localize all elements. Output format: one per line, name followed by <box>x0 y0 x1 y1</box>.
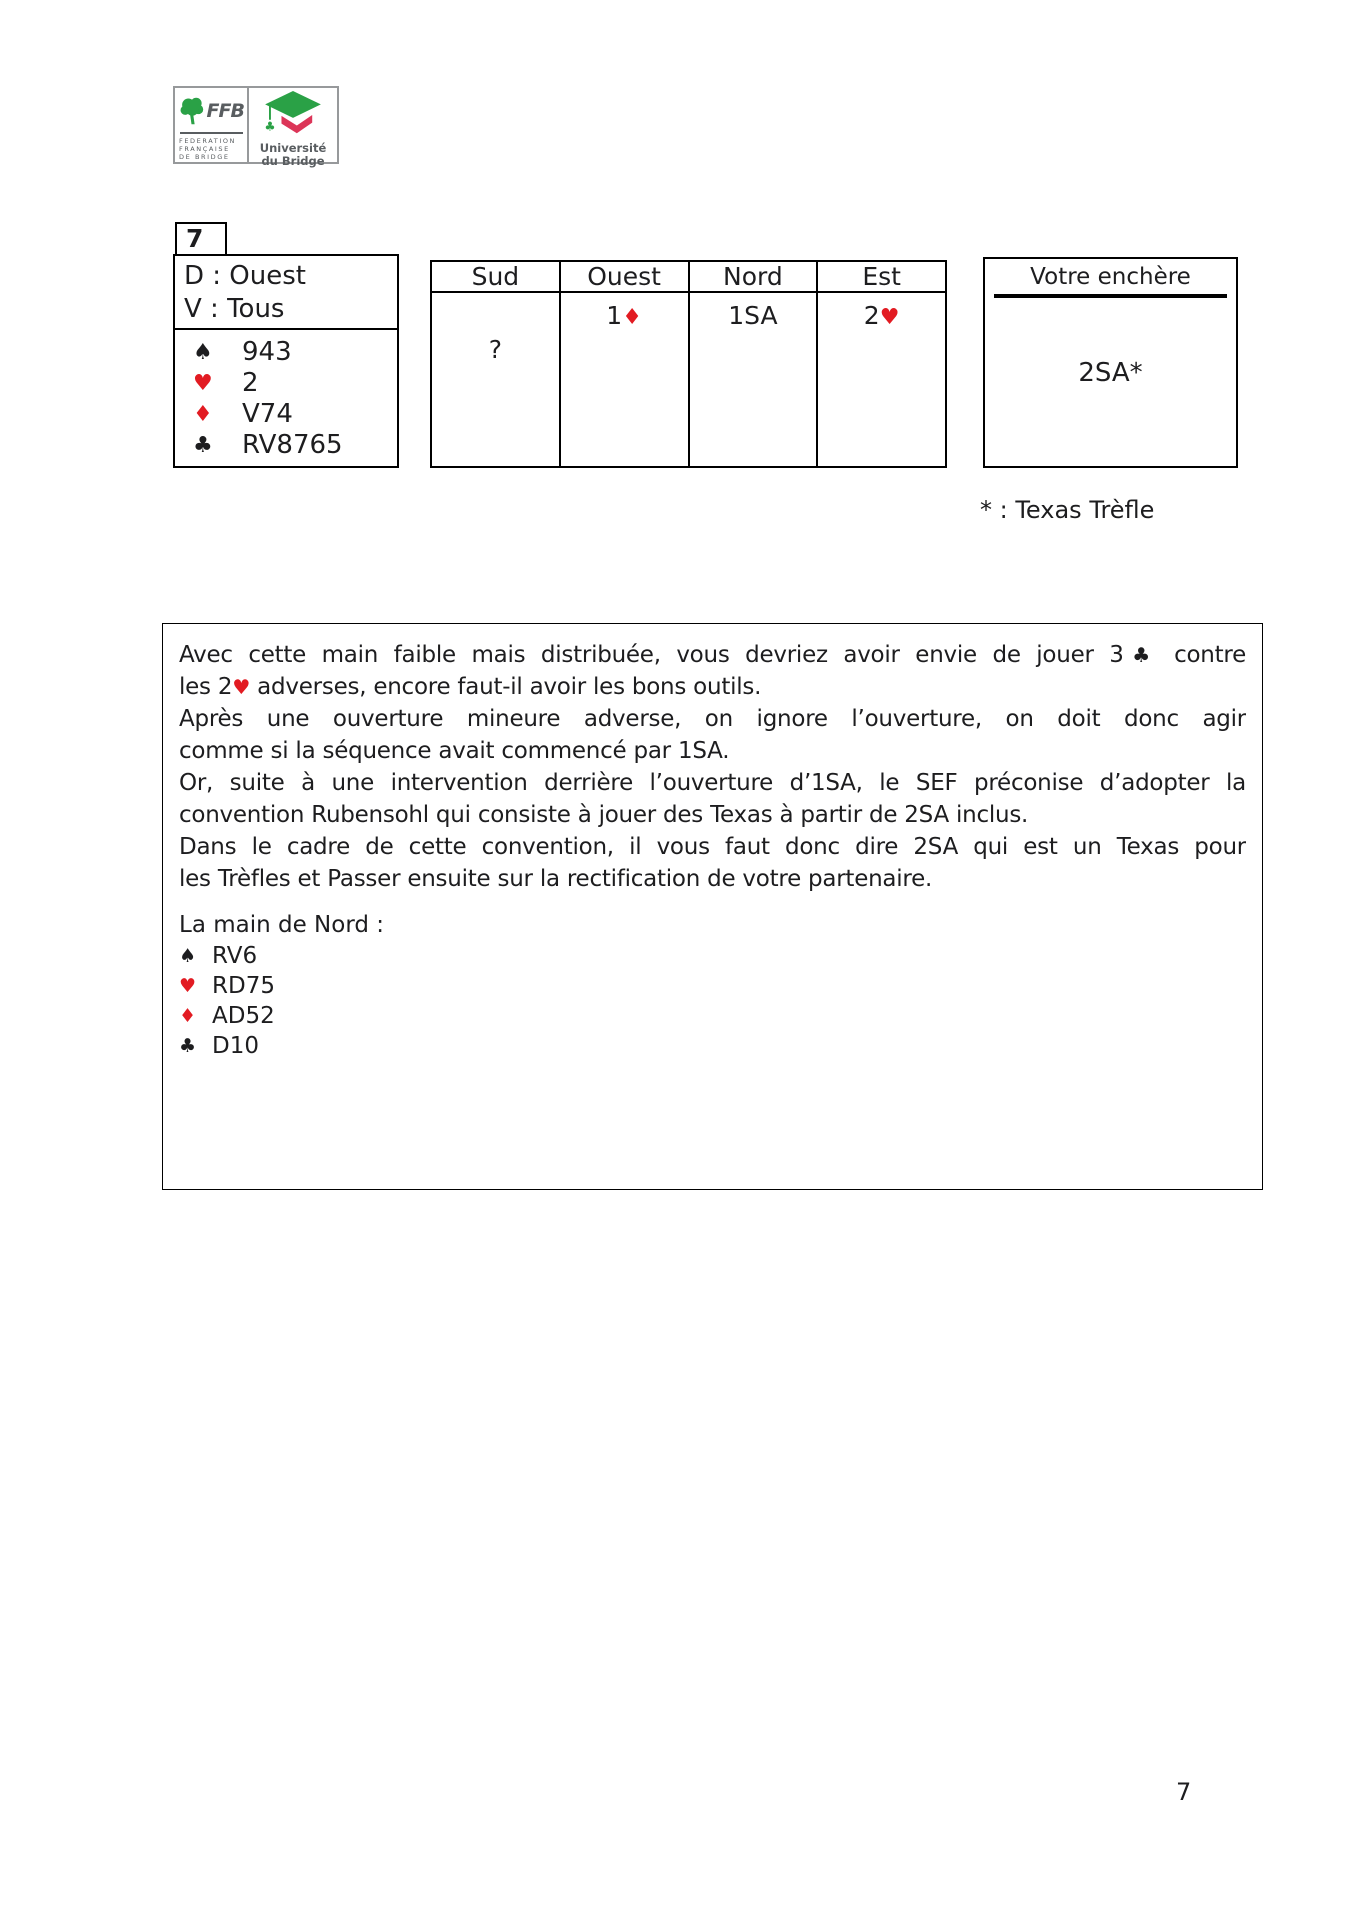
heart-suit-icon: ♥ <box>193 371 213 396</box>
explanation-line <box>179 831 1246 863</box>
dealer-label: D : Ouest <box>184 261 306 291</box>
explanation-line <box>179 767 1246 799</box>
text-segment: convention Rubensohl qui consiste à jouer des Texas à partir de 2SA inclus. <box>179 802 1029 828</box>
auction-column-nord <box>690 262 819 466</box>
text-segment: Dans le cadre de cette convention, il vous faut donc dire 2SA qui est un Texas pour <box>179 834 1246 860</box>
auction-header: Sud <box>432 262 559 293</box>
text-segment: adverses, encore faut-il avoir les bons outils. <box>250 674 762 700</box>
suit-symbol: ♥ <box>879 305 900 330</box>
univ-text-line: du Bridge <box>261 153 325 168</box>
hand-row <box>175 368 397 399</box>
ffb-logo <box>173 86 339 168</box>
suit-symbol: ♦ <box>622 305 642 330</box>
univ-logo-cell <box>249 88 337 168</box>
explanation-box <box>162 623 1263 1190</box>
auction-column-sud <box>432 262 561 466</box>
explanation-line <box>179 735 1246 767</box>
text-segment: Or, suite à une intervention derrière l’ouverture d’1SA, le SEF préconise d’adopter la <box>179 770 1246 796</box>
text-segment: contre <box>1158 642 1246 668</box>
cards-value: AD52 <box>212 1003 275 1029</box>
bid <box>690 299 817 333</box>
south-hand <box>175 330 397 461</box>
cards-value: RV8765 <box>242 430 343 460</box>
answer-bid: 2SA* <box>1078 358 1143 388</box>
explanation-line <box>179 863 1246 895</box>
explanation-line <box>179 703 1246 735</box>
auction-column-ouest <box>561 262 690 466</box>
hand-row <box>175 337 397 368</box>
diamond-suit-icon: ♦ <box>179 1005 197 1027</box>
cards-value: RV6 <box>212 943 258 969</box>
spade-suit-icon: ♠ <box>179 945 197 967</box>
hand-row <box>175 399 397 430</box>
cards-value: D10 <box>212 1033 259 1059</box>
ffb-logo-left-cell <box>175 88 249 162</box>
text-segment: 1 <box>606 301 623 330</box>
bid <box>432 299 559 333</box>
text-segment: 2 <box>863 301 880 330</box>
ffb-caption-line: FEDERATION <box>179 137 237 145</box>
page-number: 7 <box>1176 1778 1192 1806</box>
deal-number: 7 <box>186 224 204 253</box>
hand-row <box>179 1001 1246 1031</box>
north-hand-title: La main de Nord : <box>179 912 385 938</box>
ffb-divider <box>180 132 243 134</box>
auction-column-est <box>818 262 945 466</box>
auction-column-bids <box>818 293 945 333</box>
cards-value: 943 <box>242 337 292 367</box>
diamond-suit-icon: ♦ <box>193 402 213 427</box>
deal-number-box <box>175 222 227 256</box>
your-bid-title: Votre enchère <box>1030 264 1191 290</box>
heart-suit-icon: ♥ <box>179 975 197 997</box>
hand-row <box>179 941 1246 971</box>
text-segment: les 2 <box>179 674 233 700</box>
spade-suit-icon: ♠ <box>193 340 213 365</box>
suit-symbol: ♥ <box>232 675 251 699</box>
suit-symbol: ♣ <box>1123 643 1159 667</box>
vulnerability-label: V : Tous <box>184 294 285 324</box>
bid <box>818 299 945 333</box>
your-bid-box <box>983 257 1238 468</box>
explanation-line <box>179 639 1246 671</box>
explanation-paragraphs <box>179 639 1246 895</box>
club-suit-icon: ♣ <box>179 1035 197 1057</box>
text-segment: Avec cette main faible mais distribuée, vous devriez avoir envie de jouer 3 <box>179 642 1124 668</box>
univ-text-line: Université <box>259 141 327 155</box>
svg-text:♣: ♣ <box>264 118 276 134</box>
univ-logo-text <box>249 142 337 167</box>
hand-row <box>179 971 1246 1001</box>
text-segment: ? <box>488 335 503 364</box>
bid <box>432 333 559 367</box>
auction-header: Est <box>818 262 945 293</box>
hand-row <box>175 430 397 461</box>
cards-value: V74 <box>242 399 293 429</box>
footnote: * : Texas Trèfle <box>980 496 1155 524</box>
explanation-line <box>179 799 1246 831</box>
cards-value: 2 <box>242 368 259 398</box>
ffb-caption-line: FRANÇAISE <box>179 145 230 153</box>
deal-header <box>175 256 397 330</box>
graduation-cap-icon <box>260 90 326 138</box>
text-segment: comme si la séquence avait commencé par 1SA. <box>179 738 730 764</box>
auction-column-bids <box>690 293 817 333</box>
bid <box>561 299 688 333</box>
auction-header: Ouest <box>561 262 688 293</box>
title-underline <box>994 294 1227 298</box>
text-segment: les Trèfles et Passer ensuite sur la rectification de votre partenaire. <box>179 866 933 892</box>
ffb-caption-line: DE BRIDGE <box>179 153 230 161</box>
text-segment: Après une ouverture mineure adverse, on ignore l’ouverture, on doit donc agir <box>179 706 1246 732</box>
auction-header: Nord <box>690 262 817 293</box>
ffb-caption <box>179 137 244 161</box>
ffb-logo-row <box>179 92 244 130</box>
club-suit-icon: ♣ <box>193 433 213 458</box>
cards-value: RD75 <box>212 973 275 999</box>
text-segment: 1SA <box>728 301 778 330</box>
auction-column-bids <box>432 293 559 367</box>
ffb-acronym: FFB <box>206 100 244 122</box>
auction-column-bids <box>561 293 688 333</box>
ffb-tree-icon <box>179 93 206 129</box>
hand-row <box>179 1031 1246 1061</box>
auction-table <box>430 260 947 468</box>
explanation-line <box>179 671 1246 703</box>
north-hand <box>179 941 1246 1061</box>
south-hand-box <box>173 254 399 468</box>
